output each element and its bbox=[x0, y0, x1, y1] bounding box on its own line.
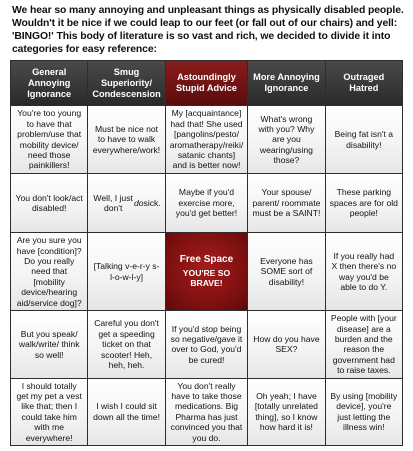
bingo-cell-r1c4: What's wrong with you? Why are you wearing/using those? bbox=[248, 106, 324, 172]
bingo-cell-r4c3: If you'd stop being so negative/gave it over to God, you'd be cured! bbox=[166, 311, 248, 377]
bingo-card bbox=[10, 60, 403, 446]
header-smug-superiority: Smug Superiority/ Condescension bbox=[88, 61, 164, 105]
bingo-cell-r4c4: How do you have SEX? bbox=[248, 311, 324, 377]
bingo-cell-r3c4: Everyone has SOME sort of disability! bbox=[248, 233, 324, 310]
bingo-cell-r1c2: Must be nice not to have to walk everywhere/work! bbox=[88, 106, 164, 172]
bingo-cell-r1c1: You're too young to have that problem/use that mobility device/ need those painkillers! bbox=[11, 106, 87, 172]
bingo-cell-r5c1: I should totally get my pet a vest like that; then I could take him with me everywhere! bbox=[11, 379, 87, 445]
bingo-cell-r2c4: Your spouse/ parent/ roommate must be a SAINT! bbox=[248, 174, 324, 232]
bingo-cell-r2c2: Well, I just don't do sick. bbox=[88, 174, 164, 232]
header-more-annoying-ignorance: More Annoying Ignorance bbox=[248, 61, 324, 105]
bingo-cell-r4c1: But you speak/ walk/write/ think so well! bbox=[11, 311, 87, 377]
header-astoundingly-stupid-advice: Astoundingly Stupid Advice bbox=[166, 61, 248, 105]
bingo-cell-r3c1: Are you sure you have [condition]? Do you really need that [mobility device/hearing aid/service dog]? bbox=[11, 233, 87, 310]
bingo-cell-r1c5: Being fat isn't a disability! bbox=[326, 106, 402, 172]
free-space-subtitle: YOU'RE SO BRAVE! bbox=[182, 267, 231, 289]
bingo-cell-r4c5: People with [your disease] are a burden and the reason the government had to raise taxes. bbox=[326, 311, 402, 377]
bingo-cell-r3c2: [Talking v-e-r-y s-l-o-w-l-y] bbox=[88, 233, 164, 310]
bingo-cell-r1c3: My [acquaintance] had that! She used [pangolins/pesto/ aromatherapy/reiki/ satanic chants] and is better now! bbox=[166, 106, 248, 172]
bingo-cell-r2c1: You don't look/act disabled! bbox=[11, 174, 87, 232]
free-space-cell bbox=[166, 233, 248, 310]
bingo-cell-r5c3: You don't really have to take those medications. Big Pharma has just convinced you that you do. bbox=[166, 379, 248, 445]
bingo-cell-r5c4: Oh yeah; I have [totally unrelated thing], so I know how hard it is! bbox=[248, 379, 324, 445]
intro-text: We hear so many annoying and unpleasant things as physically disabled people. Wouldn't it be nice if we could leap to our feet (or fall out of our chairs) and yell: 'BINGO!' This body of literature is so vast and rich, we decided to divide it into categories for easy reference: bbox=[12, 5, 404, 55]
free-space-title: Free Space bbox=[179, 253, 234, 265]
bingo-cell-r2c5: These parking spaces are for old people! bbox=[326, 174, 402, 232]
bingo-cell-r4c2: Careful you don't get a speeding ticket on that scooter! Heh, heh, heh. bbox=[88, 311, 164, 377]
bingo-cell-r2c3: Maybe if you'd exercise more, you'd get better! bbox=[166, 174, 248, 232]
bingo-cell-r3c5: If you really had X then there's no way you'd be able to do Y. bbox=[326, 233, 402, 310]
header-outraged-hatred: Outraged Hatred bbox=[326, 61, 402, 105]
bingo-cell-r5c5: By using [mobility device], you're just letting the illness win! bbox=[326, 379, 402, 445]
header-general-annoying-ignorance: General Annoying Ignorance bbox=[11, 61, 87, 105]
bingo-cell-r5c2: I wish I could sit down all the time! bbox=[88, 379, 164, 445]
